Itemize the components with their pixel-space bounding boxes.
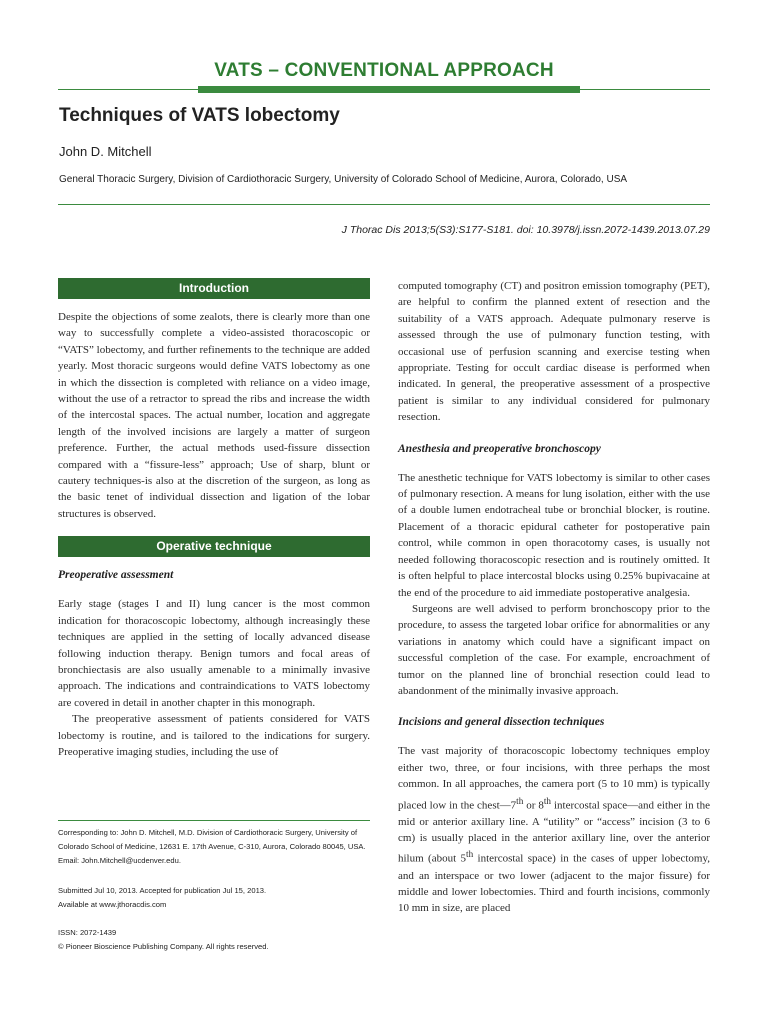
footnote-corresponding: Corresponding to: John D. Mitchell, M.D. Division of Cardiothoracic Surgery, University of Colorado School of Medicine, 12631 E. 17th Avenue, C-310, Aurora, Colorado 80045, USA. Email: John.Mitchell@ucdenver.edu. xyxy=(58,828,366,865)
subheading-anesthesia: Anesthesia and preoperative bronchoscopy xyxy=(398,442,601,455)
section-heading-introduction: Introduction xyxy=(58,278,370,299)
footnote-copyright: © Pioneer Bioscience Publishing Company. All rights reserved. xyxy=(58,942,269,951)
subheading-preoperative-assessment: Preoperative assessment xyxy=(58,569,174,582)
preoperative-paragraph-2-continued: computed tomography (CT) and positron emission tomography (PET), are helpful to confirm the planned extent of resection and the suitability of a VATS approach. Adequate pulmonary reserve is assessed through the use of pulmonary function testing, with occasional use of perfusion scanning and exercise testing when appropriate. Testing for occult cardiac disease is performed when indicated. In general, the preoperative assessment of a prospective patient is similar to any individual considered for pulmonary resection. xyxy=(398,280,710,424)
right-column xyxy=(398,278,710,917)
preoperative-paragraph-1: Early stage (stages I and II) lung cancer is the most common indication for thoracoscopic lobectomy, although increasingly these techniques are applied in the setting of locally advanced disease following induction therapy. Benign tumors and focal areas of bronchiectasis are also usually amenable to a minimally invasive approach. The indications and contraindications to VATS lobectomy are covered in detail in another chapter in this monograph. xyxy=(58,598,370,709)
anesthesia-paragraph-1: The anesthetic technique for VATS lobectomy is similar to other cases of pulmonary resection. A means for lung isolation, either with the use of a double lumen endotracheal tube or bronchial blocker, is routine. Placement of a thoracic epidural catheter for postoperative pain control, while common in open thoracotomy cases, is usually not needed following thoracoscopic resection and is routinely omitted. It is often helpful to place intercostal blocks using 0.25% bupivacaine at the end of the procedure to aid immediate postoperative analgesia. xyxy=(398,471,710,599)
preoperative-paragraph-2: The preoperative assessment of patients considered for VATS lobectomy is routine, and is tailored to the indications for surgery. Preoperative imaging studies, including the use of xyxy=(58,713,370,758)
anesthesia-paragraph-2: Surgeons are well advised to perform bronchoscopy prior to the procedure, to assess the targeted lobar orifice for abnormalities or any variations in anatomy which could have a significant impact on successful completion of the case. For example, encroachment of tumor on the planned line of bronchial resection could lead to abandonment of the minimally invasive approach. xyxy=(398,602,710,697)
footnote-submitted: Submitted Jul 10, 2013. Accepted for publication Jul 15, 2013. xyxy=(58,886,267,895)
introduction-paragraph: Despite the objections of some zealots, there is clearly more than one way to successfully complete a video-assisted thoracoscopic or “VATS” lobectomy, and further refinements to the technique are added yearly. Most thoracic surgeons would define VATS lobectomy as one in which the dissection is completed with reliance on a video image, without the use of a retractor to spread the ribs and increase the width of the intercostal spaces. The actual number, location and aggregate length of the involved incisions are largely a matter of surgeon preference. Further, the actual methods used-fissure dissection compared with a “fissure-less” approach; Use of sharp, blunt or cautery techniques-is also at the discretion of the surgeon, as long as the basic tenet of individual dissection and ligation of the lobar structures is observed. xyxy=(58,311,370,520)
author-name: John D. Mitchell xyxy=(59,144,152,159)
footnote-divider xyxy=(58,820,370,821)
citation: J Thorac Dis 2013;5(S3):S177-S181. doi: 10.3978/j.issn.2072-1439.2013.07.29 xyxy=(341,224,710,236)
footnote-issn: ISSN: 2072-1439 xyxy=(58,928,117,937)
incisions-paragraph: The vast majority of thoracoscopic lobectomy techniques employ either two, three, or four incisions, with three perhaps the most common. In all approaches, the camera port (5 to 10 mm) is typically placed low in the chest—7th or 8th intercostal space—and either in the mid or anterior axillary line. A “utility” or “access” incision (3 to 6 cm) is usually placed in the anterior axillary line, over the anterior hilum (about 5th intercostal space) in the cases of upper lobectomy, and an interspace or two lower (adjacent to the major fissure) for middle and lower lobectomies. Third and fourth incisions, commonly 10 mm in size, are placed xyxy=(398,745,710,915)
header-divider xyxy=(58,204,710,205)
banner-rule-accent xyxy=(198,86,580,93)
article-title: Techniques of VATS lobectomy xyxy=(59,105,340,126)
section-banner-title: VATS – CONVENTIONAL APPROACH xyxy=(214,60,554,81)
left-column xyxy=(58,278,370,760)
section-banner xyxy=(0,60,768,96)
subheading-incisions: Incisions and general dissection techniques xyxy=(398,716,605,729)
author-affiliation: General Thoracic Surgery, Division of Cardiothoracic Surgery, University of Colorado School of Medicine, Aurora, Colorado, USA xyxy=(59,174,628,185)
footnote-available: Available at www.jthoracdis.com xyxy=(58,900,167,909)
section-heading-operative-technique: Operative technique xyxy=(58,536,370,557)
